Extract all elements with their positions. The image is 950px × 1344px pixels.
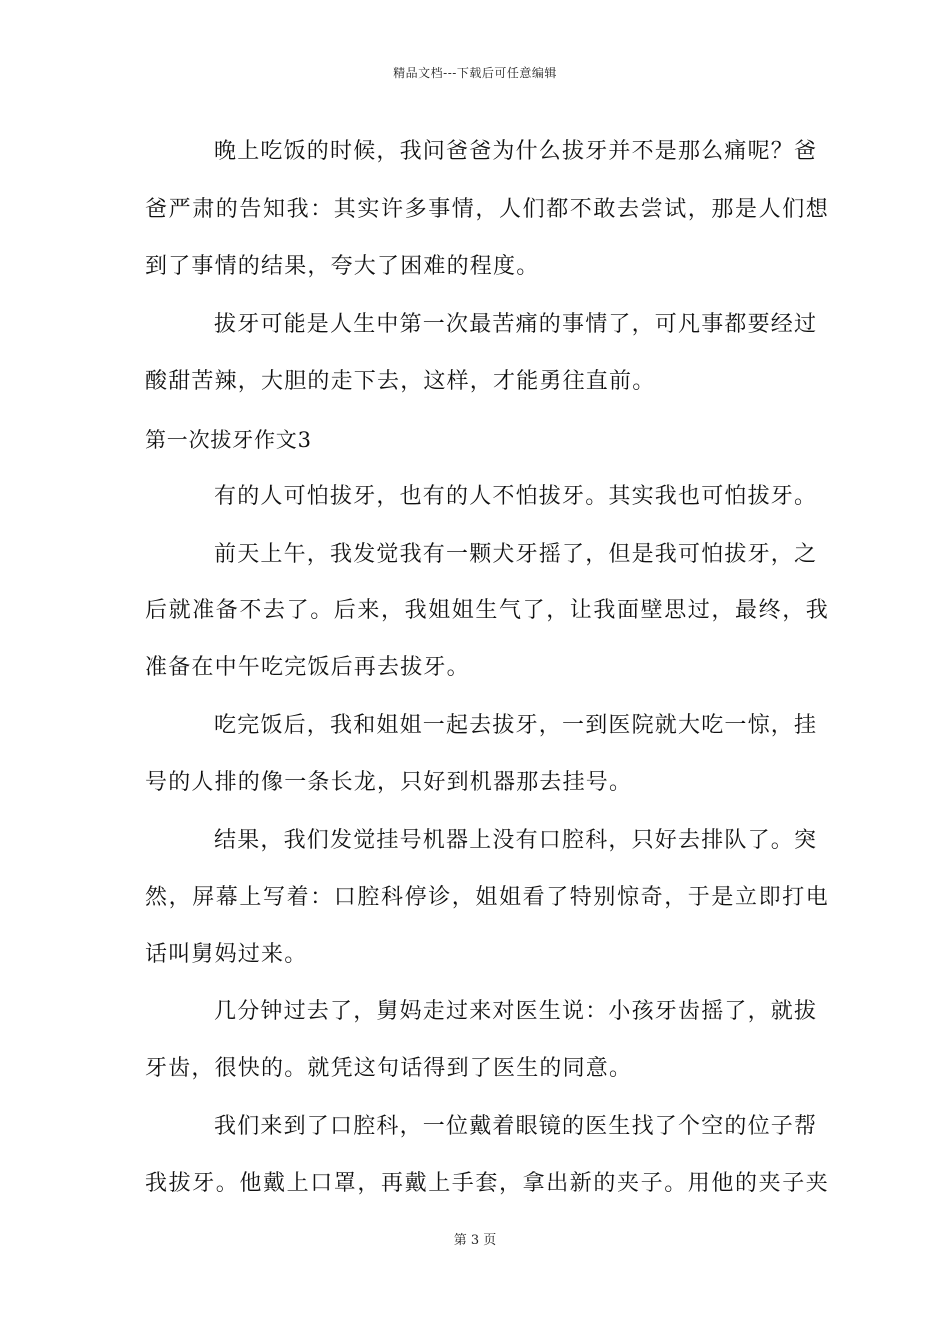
paragraph-line: 结果，我们发觉挂号机器上没有口腔科，只好去排队了。突 (214, 828, 818, 853)
section-heading: 第一次拔牙作文3 (145, 428, 312, 452)
paragraph-line: 拔牙可能是人生中第一次最苦痛的事情了，可凡事都要经过 (214, 312, 818, 337)
paragraph-line: 爸严肃的告知我：其实许多事情，人们都不敢去尝试，那是人们想 (145, 197, 830, 222)
paragraph-line: 酸甜苦辣，大胆的走下去，这样，才能勇往直前。 (145, 369, 656, 394)
paragraph-line: 后就准备不去了。后来，我姐姐生气了，让我面壁思过，最终，我 (145, 598, 830, 623)
paragraph-line: 有的人可怕拔牙，也有的人不怕拔牙。其实我也可怕拔牙。 (214, 484, 818, 509)
paragraph-line: 前天上午，我发觉我有一颗犬牙摇了，但是我可怕拔牙，之 (214, 542, 818, 567)
paragraph-line: 晚上吃饭的时候，我问爸爸为什么拔牙并不是那么痛呢？爸 (214, 139, 818, 164)
paragraph-line: 话叫舅妈过来。 (145, 942, 308, 967)
paragraph-line: 我拔牙。他戴上口罩，再戴上手套，拿出新的夹子。用他的夹子夹 (145, 1171, 830, 1196)
paragraph-line: 号的人排的像一条长龙，只好到机器那去挂号。 (145, 770, 633, 795)
paragraph-line: 几分钟过去了，舅妈走过来对医生说：小孩牙齿摇了，就拔 (214, 999, 818, 1024)
paragraph-line: 准备在中午吃完饭后再去拔牙。 (145, 655, 470, 680)
paragraph-line: 吃完饭后，我和姐姐一起去拔牙，一到医院就大吃一惊，挂 (214, 713, 818, 738)
paragraph-line: 到了事情的结果，夸大了困难的程度。 (145, 254, 540, 279)
page-number: 第 3 页 (453, 1233, 497, 1248)
paragraph-line: 我们来到了口腔科，一位戴着眼镜的医生找了个空的位子帮 (214, 1114, 818, 1139)
page-header: 精品文档---下载后可任意编辑 (393, 66, 557, 80)
paragraph-line: 然，屏幕上写着：口腔科停诊，姐姐看了特别惊奇，于是立即打电 (145, 885, 830, 910)
paragraph-line: 牙齿，很快的。就凭这句话得到了医生的同意。 (145, 1056, 633, 1081)
